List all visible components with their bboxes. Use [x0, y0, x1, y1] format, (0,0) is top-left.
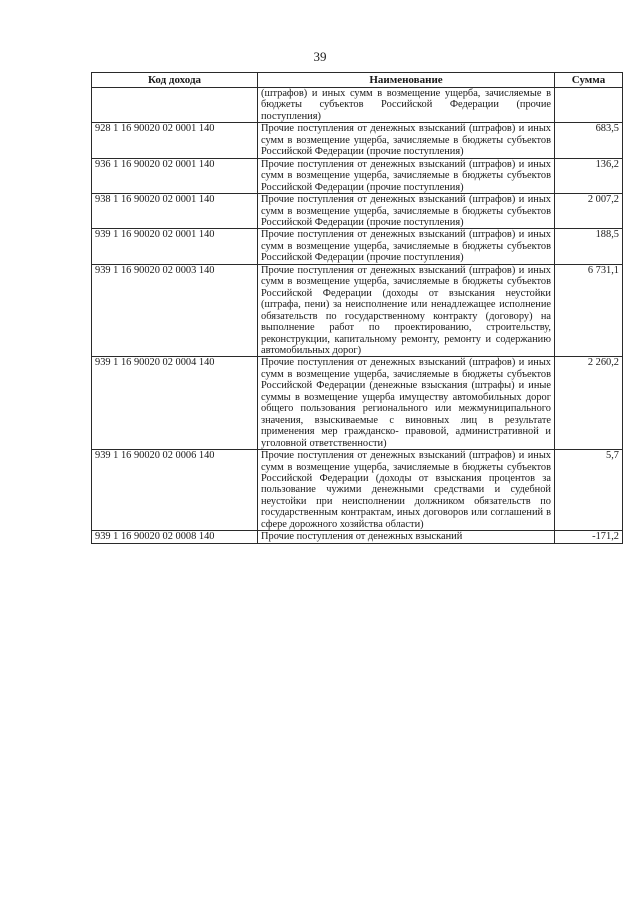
income-code: 939 1 16 90020 02 0004 140: [92, 357, 258, 450]
income-code: 938 1 16 90020 02 0001 140: [92, 194, 258, 229]
header-code: Код дохода: [92, 73, 258, 88]
table-row: [92, 88, 623, 123]
income-amount: -171,2: [555, 531, 623, 543]
income-name: Прочие поступления от денежных взысканий (штрафов) и иных сумм в возмещение ущерба, зачисляемые в бюджеты субъектов Российской Федерации (прочие поступления): [258, 158, 555, 193]
income-name: Прочие поступления от денежных взысканий (штрафов) и иных сумм в возмещение ущерба, зачисляемые в бюджеты субъектов Российской Федерации (прочие поступления): [258, 123, 555, 158]
income-amount: 188,5: [555, 229, 623, 264]
income-amount: 5,7: [555, 450, 623, 531]
income-code: 939 1 16 90020 02 0006 140: [92, 450, 258, 531]
header-name: Наименование: [258, 73, 555, 88]
table-row: [92, 158, 623, 193]
income-code: [92, 88, 258, 123]
table-row: [92, 123, 623, 158]
income-name: Прочие поступления от денежных взысканий (штрафов) и иных сумм в возмещение ущерба, зачисляемые в бюджеты субъектов Российской Федерации (денежные взыскания (штрафы) и иные суммы в возмещение ущерба имуществу автомобильных дорог общего пользования регионального или межмуниципального значения, взыскиваемые с виновных лиц в результате применения мер гражданско- правовой, административной и уголовной ответственности): [258, 357, 555, 450]
income-name: (штрафов) и иных сумм в возмещение ущерба, зачисляемые в бюджеты субъектов Российской Федерации (прочие поступления): [258, 88, 555, 123]
table-row: [92, 264, 623, 357]
income-code: 939 1 16 90020 02 0001 140: [92, 229, 258, 264]
table-header-row: [92, 73, 623, 88]
income-amount: 2 007,2: [555, 194, 623, 229]
income-name: Прочие поступления от денежных взысканий (штрафов) и иных сумм в возмещение ущерба, зачисляемые в бюджеты субъектов Российской Федерации (прочие поступления): [258, 229, 555, 264]
income-code: 936 1 16 90020 02 0001 140: [92, 158, 258, 193]
table-row: [92, 450, 623, 531]
income-amount: [555, 88, 623, 123]
income-amount: 6 731,1: [555, 264, 623, 357]
income-name: Прочие поступления от денежных взысканий (штрафов) и иных сумм в возмещение ущерба, зачисляемые в бюджеты субъектов Российской Федерации (доходы от взыскания процентов за пользование чужими денежными средствами и судебной неустойки при неисполнении должником обязательств по государственным контрактам, иных договоров или соглашений в сфере дорожного хозяйства области): [258, 450, 555, 531]
income-code: 939 1 16 90020 02 0008 140: [92, 531, 258, 543]
table-body: [92, 88, 623, 544]
income-code: 928 1 16 90020 02 0001 140: [92, 123, 258, 158]
income-code: 939 1 16 90020 02 0003 140: [92, 264, 258, 357]
income-name: Прочие поступления от денежных взысканий: [258, 531, 555, 543]
income-amount: 136,2: [555, 158, 623, 193]
income-amount: 2 260,2: [555, 357, 623, 450]
page-number: 39: [313, 49, 327, 64]
income-name: Прочие поступления от денежных взысканий (штрафов) и иных сумм в возмещение ущерба, зачисляемые в бюджеты субъектов Российской Федерации (прочие поступления): [258, 194, 555, 229]
table-row: [92, 531, 623, 543]
income-name: Прочие поступления от денежных взысканий (штрафов) и иных сумм в возмещение ущерба, зачисляемые в бюджеты субъектов Российской Федерации (доходы от взыскания неустойки (штрафа, пени) за неисполнение или ненадлежащее исполнение обязательств по государственному контракту (договору) на выполнение работ по проектированию, строительству, реконструкции, капитальному ремонту, ремонту и содержанию автомобильных дорог): [258, 264, 555, 357]
table-row: [92, 194, 623, 229]
header-amount: Сумма: [555, 73, 623, 88]
revenue-table: [91, 72, 623, 544]
income-amount: 683,5: [555, 123, 623, 158]
table-row: [92, 357, 623, 450]
table-row: [92, 229, 623, 264]
